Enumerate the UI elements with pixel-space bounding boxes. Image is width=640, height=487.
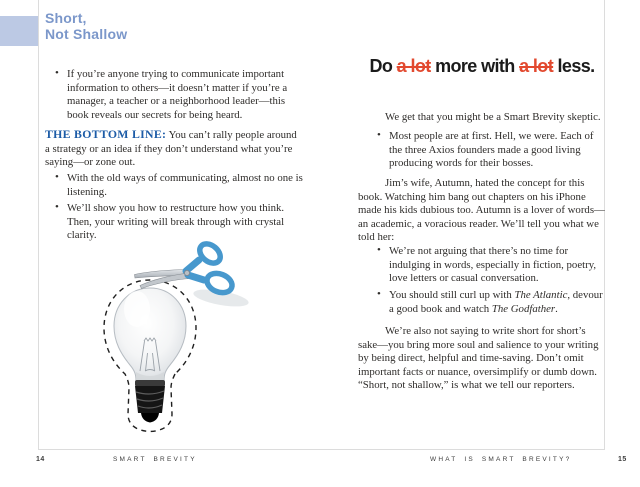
- right-running-title: WHAT IS SMART BREVITY?: [430, 456, 572, 463]
- paragraph-jim: Jim’s wife, Autumn, hated the concept for this book. Watching him bang out chapters on his iPhone made his kids dubious too. Autumn is a lover of words—an academic, a voracious reader. We’ll tell you what we told her:: [358, 177, 605, 243]
- chapter-title-line2: Not Shallow: [45, 25, 128, 42]
- restructure-bullet: [45, 202, 303, 243]
- left-page-number: 14: [36, 456, 45, 463]
- left-running-title: SMART BREVITY: [113, 456, 197, 463]
- movie-title-italic: The Godfather: [491, 302, 556, 315]
- curl-up-bullet: [358, 289, 605, 316]
- strike-word: a lot: [519, 56, 554, 76]
- curl-up-bullet-text: You should still curl up with: [389, 289, 515, 301]
- bullet-marker: •: [55, 67, 59, 79]
- bullet-marker: •: [377, 288, 381, 300]
- bullet-marker: •: [377, 244, 381, 256]
- bottom-line-paragraph: [45, 128, 303, 170]
- bottom-line-text: You can’t rally people around a strategy or an idea if they don’t understand what you’re saying—or zone out.: [45, 129, 297, 168]
- title-text: less.: [553, 56, 595, 76]
- chapter-title-line1: Short,: [45, 10, 87, 26]
- title-text: Do: [369, 56, 397, 76]
- restructure-bullet-text: We’ll show you how to restructure how you think. Then, your writing will break through with crystal clarity.: [67, 202, 285, 241]
- paragraph-skeptic: We get that you might be a Smart Brevity skeptic.: [385, 111, 601, 123]
- chapter-title: [45, 11, 127, 42]
- arguing-bullet-text: We’re not arguing that there’s no time for indulging in words, especially in fiction, poetry, love letters or casual conversation.: [389, 245, 597, 284]
- lightbulb-icon: [114, 288, 186, 423]
- bullet-marker: •: [55, 171, 59, 183]
- book-title-italic: The Atlantic: [514, 289, 568, 301]
- intro-bullet: [45, 68, 303, 122]
- bullet-marker: •: [377, 129, 381, 141]
- bottom-line-label: THE BOTTOM LINE:: [45, 127, 167, 141]
- curl-up-bullet-text: .: [555, 302, 558, 315]
- bullet-marker: •: [55, 201, 59, 213]
- strike-word: a lot: [396, 56, 431, 76]
- old-ways-bullet: [45, 172, 303, 199]
- old-ways-bullet-text: With the old ways of communicating, almost no one is listening.: [67, 172, 303, 198]
- lightbulb-illustration: [95, 241, 255, 441]
- chapter-tab: [0, 16, 38, 46]
- arguing-bullet: [358, 245, 605, 286]
- paragraph-final: We’re also not saying to write short for short’s sake—you bring more soul and salience to your writing by being direct, helpful and time-saving. Don’t omit important facts or nuance, oversimplify or dumb down. “Short, not shallow,” is what we tell our reporters.: [358, 325, 599, 391]
- intro-bullet-text: If you’re anyone trying to communicate important information to others—it doesn’t matter if you’re a manager, a teacher or a neighborhood leader—this book reveals our secrets for being heard.: [67, 68, 288, 121]
- right-page-number: 15: [618, 456, 627, 463]
- curl-up-bullet-text: , devour a good book and watch: [389, 289, 603, 315]
- most-people-bullet: [358, 130, 605, 171]
- most-people-bullet-text: Most people are at first. Hell, we were. Each of the three Axios founders made a good living producing words for their bosses.: [389, 130, 594, 169]
- page-title: [348, 56, 616, 76]
- title-text: more with: [430, 56, 520, 76]
